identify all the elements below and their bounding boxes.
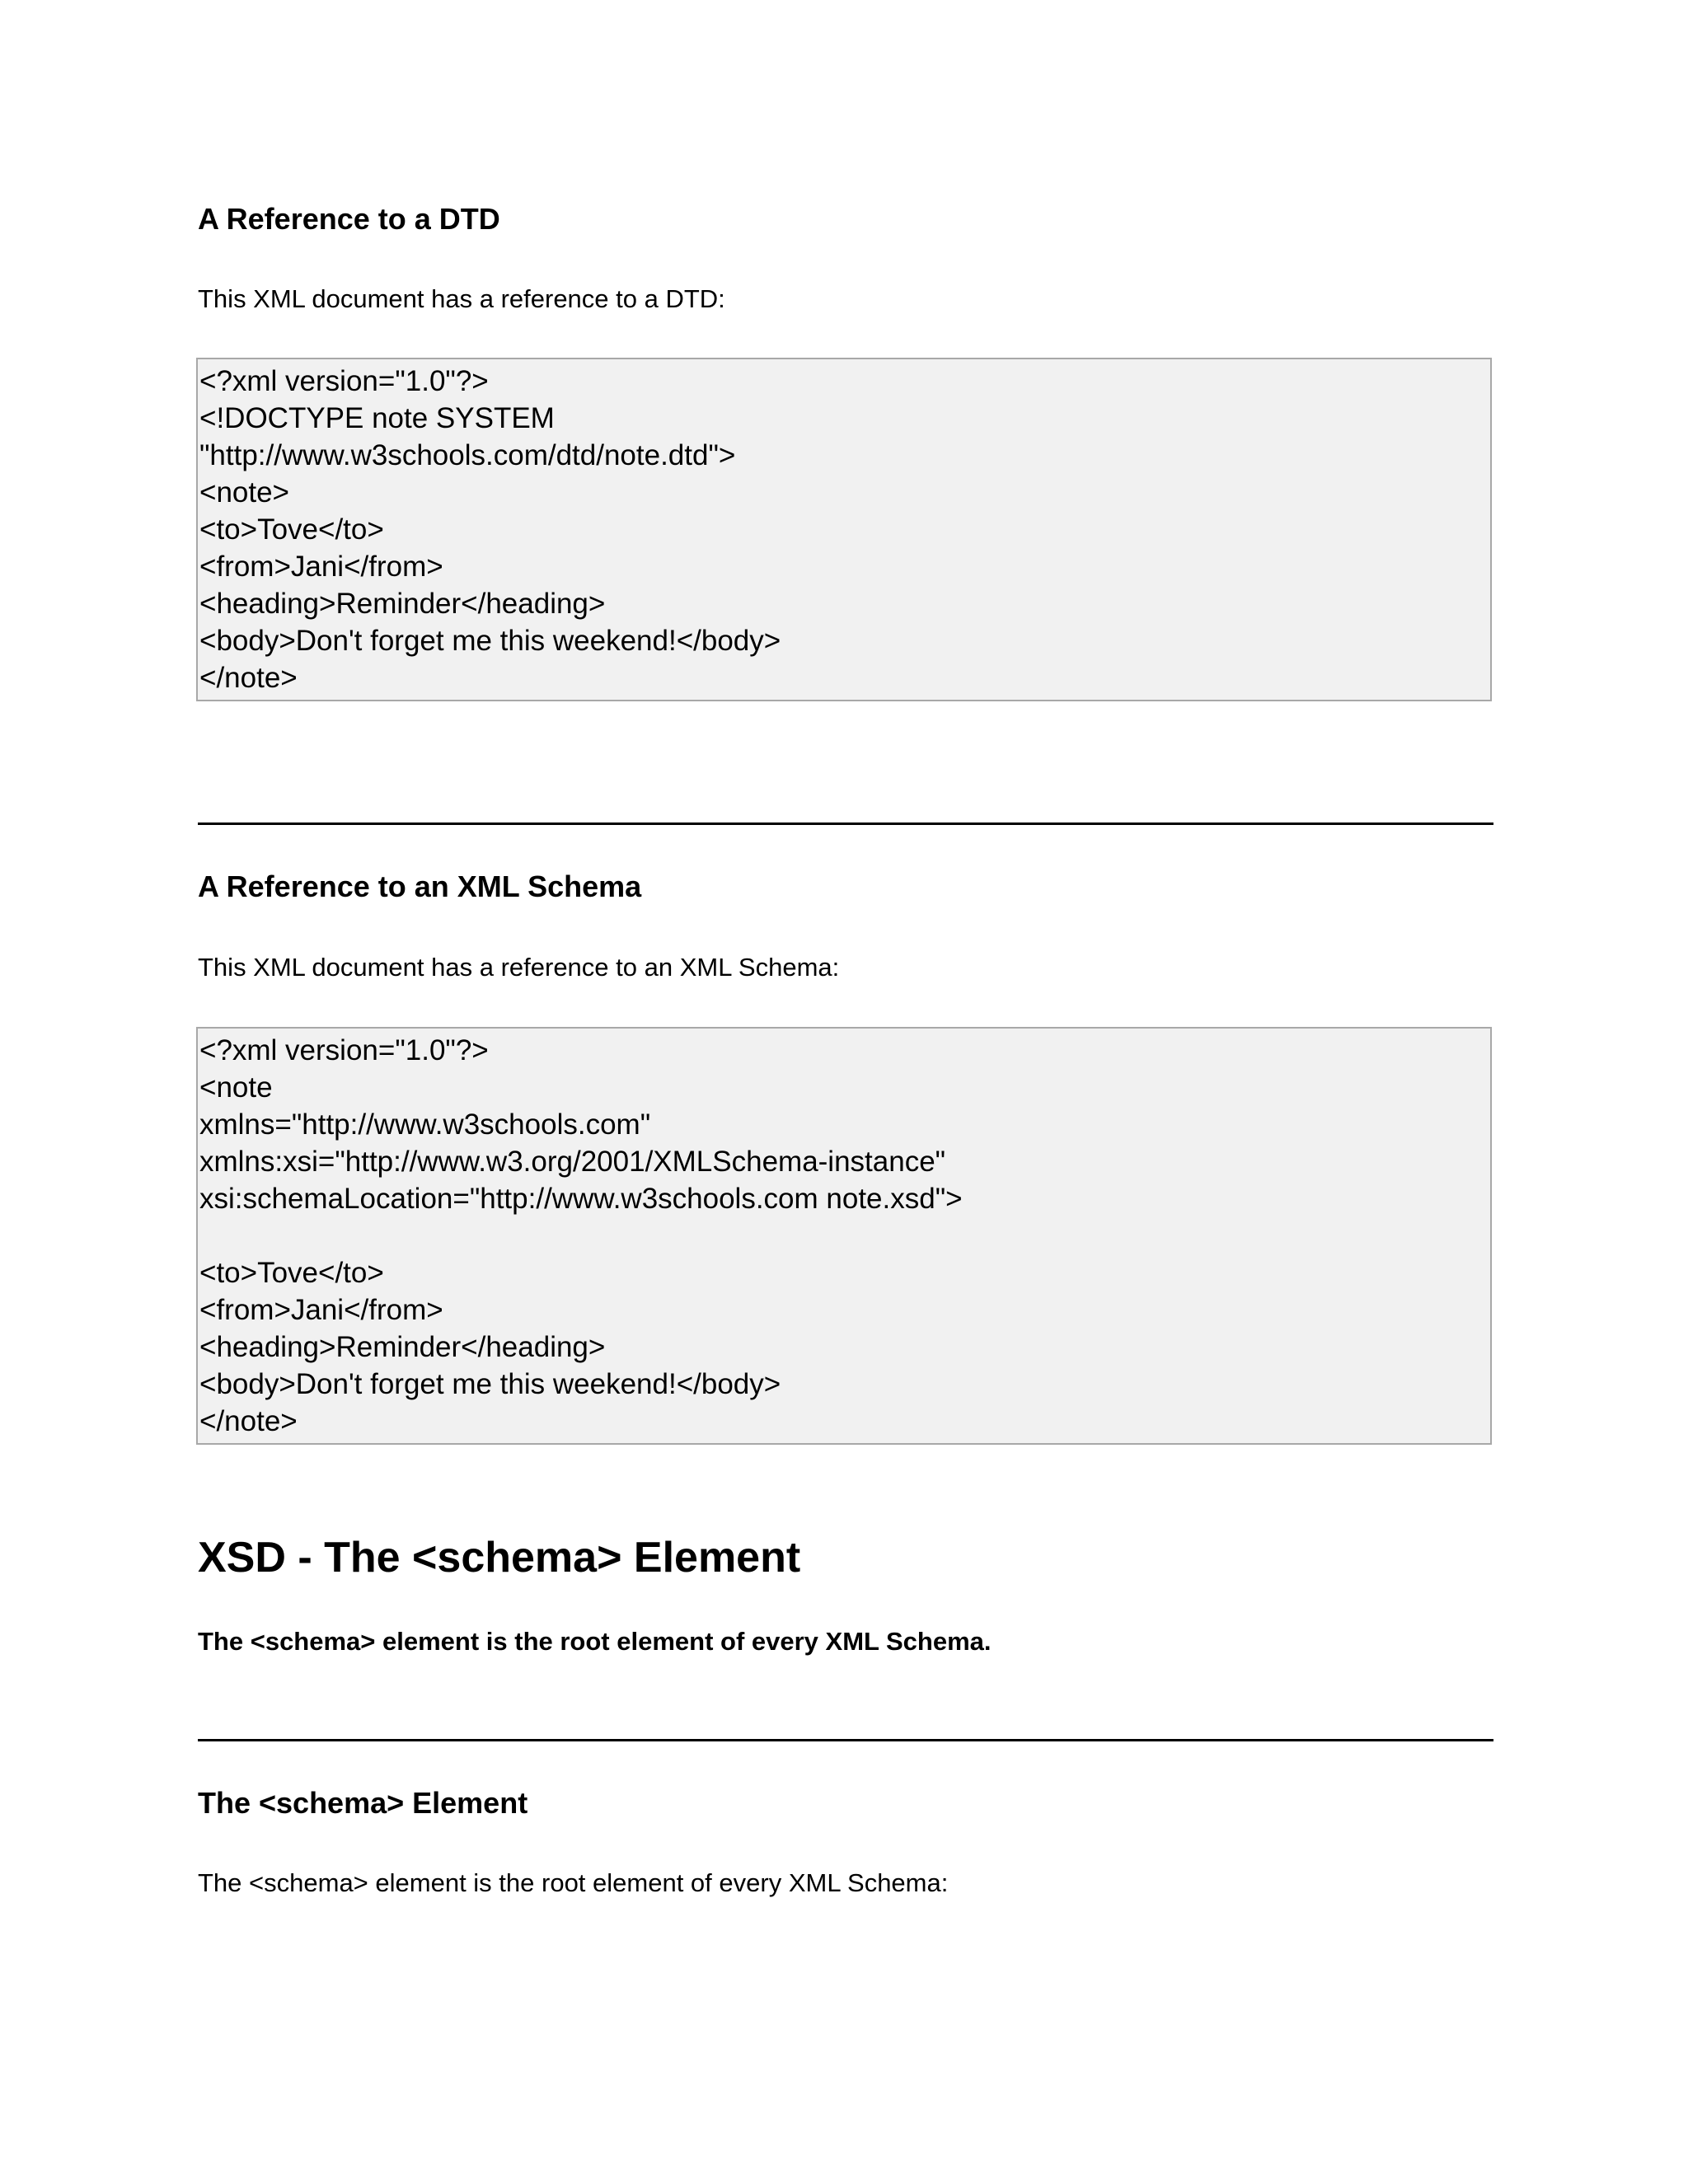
code-line-blank: [199, 1217, 1489, 1254]
section-heading-dtd: A Reference to a DTD: [198, 202, 500, 236]
code-line: </note>: [199, 662, 298, 694]
code-line: xsi:schemaLocation="http://www.w3schools.com note.xsd">: [199, 1183, 963, 1215]
code-line: <?xml version="1.0"?>: [199, 1034, 489, 1066]
code-line: <heading>Reminder</heading>: [199, 1331, 606, 1363]
code-block-schema-reference: [196, 1027, 1492, 1445]
section-intro-schema-element: The <schema> element is the root element of every XML Schema:: [198, 1868, 949, 1897]
chapter-title: XSD - The <schema> Element: [198, 1534, 801, 1582]
code-line: <note: [199, 1071, 273, 1104]
section-heading-schema-reference: A Reference to an XML Schema: [198, 869, 642, 903]
horizontal-rule: [198, 823, 1493, 825]
code-line: <?xml version="1.0"?>: [199, 365, 489, 397]
code-line: <to>Tove</to>: [199, 1257, 384, 1289]
horizontal-rule: [198, 1739, 1493, 1741]
code-line: </note>: [199, 1405, 298, 1437]
code-line: <to>Tove</to>: [199, 513, 384, 546]
section-heading-schema-element: The <schema> Element: [198, 1786, 528, 1820]
code-line: <note>: [199, 476, 289, 509]
chapter-lead: The <schema> element is the root element of every XML Schema.: [198, 1627, 992, 1656]
section-intro-dtd: This XML document has a reference to a DTD:: [198, 284, 725, 313]
code-line: <!DOCTYPE note SYSTEM: [199, 402, 555, 434]
code-line: <from>Jani</from>: [199, 1294, 443, 1326]
code-line: xmlns="http://www.w3schools.com": [199, 1108, 651, 1141]
code-line: <heading>Reminder</heading>: [199, 588, 606, 620]
code-line: <body>Don't forget me this weekend!</body>: [199, 1368, 781, 1400]
code-line: "http://www.w3schools.com/dtd/note.dtd">: [199, 439, 736, 471]
code-block-dtd: [196, 358, 1492, 701]
code-line: <from>Jani</from>: [199, 551, 443, 583]
code-line: xmlns:xsi="http://www.w3.org/2001/XMLSchema-instance": [199, 1146, 946, 1178]
code-line: <body>Don't forget me this weekend!</body>: [199, 625, 781, 657]
section-intro-schema-reference: This XML document has a reference to an XML Schema:: [198, 953, 840, 982]
